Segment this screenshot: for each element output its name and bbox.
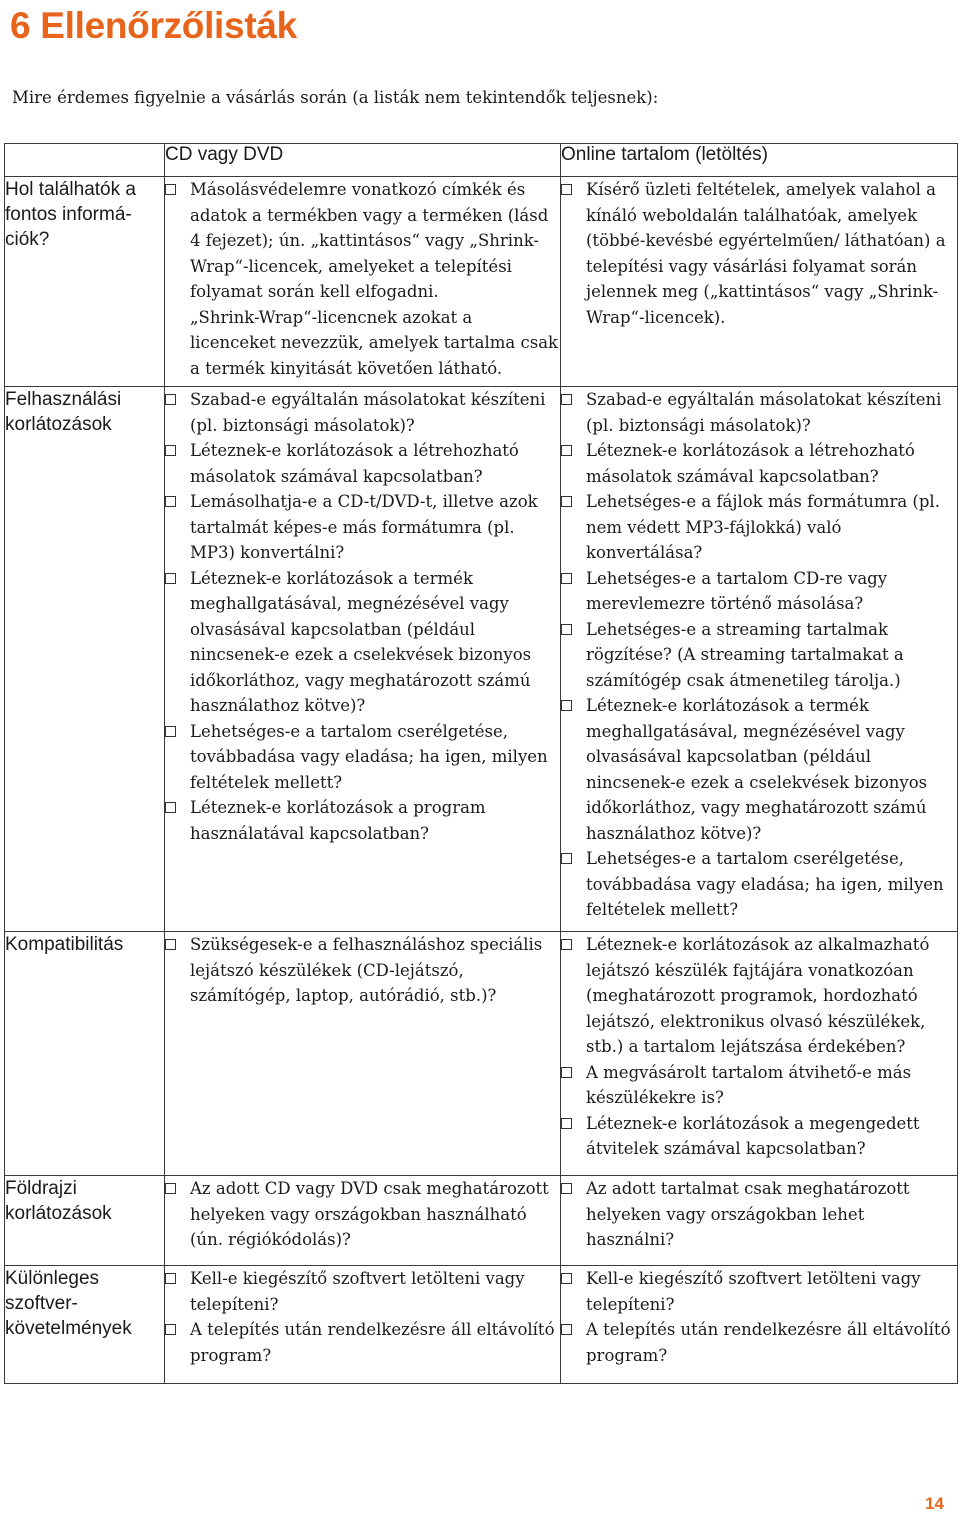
table-row bbox=[5, 387, 958, 932]
checkbox-icon[interactable] bbox=[165, 1273, 176, 1284]
checklist-item-text: A telepítés után rendelkezésre áll eltávolító program? bbox=[586, 1320, 951, 1365]
checklist-item-text: Lehetséges-e a fájlok más formátumra (pl. nem védett MP3-fájlokká) való konvertálása? bbox=[586, 492, 940, 562]
header-cd-dvd: CD vagy DVD bbox=[165, 144, 561, 177]
checkbox-icon[interactable] bbox=[561, 939, 572, 950]
checklist-item bbox=[165, 566, 560, 719]
row-label: Földrajzi korlátozások bbox=[5, 1176, 165, 1266]
checklist-item-text: Kell-e kiegészítő szoftvert letölteni vagy telepíteni? bbox=[190, 1269, 525, 1314]
checklist-item-text: Léteznek-e korlátozások a létrehozható másolatok számával kapcsolatban? bbox=[190, 441, 519, 486]
checkbox-icon[interactable] bbox=[561, 184, 572, 195]
cell-online bbox=[561, 932, 958, 1176]
checklist-item-text: Lehetséges-e a tartalom cserélgetése, továbbadása vagy eladása; ha igen, milyen feltételek mellett? bbox=[586, 849, 944, 919]
checklist-item bbox=[165, 438, 560, 489]
checklist-item bbox=[561, 1266, 957, 1317]
checklist-item bbox=[561, 1176, 957, 1253]
checklist-item-text: Szabad-e egyáltalán másolatokat készíteni (pl. biztonsági másolatok)? bbox=[586, 390, 942, 435]
checkbox-icon[interactable] bbox=[561, 624, 572, 635]
checklist-item-text: Az adott tartalmat csak meghatározott helyeken vagy országokban lehet használni? bbox=[586, 1179, 910, 1249]
checkbox-icon[interactable] bbox=[165, 726, 176, 737]
checkbox-icon[interactable] bbox=[165, 394, 176, 405]
checklist-item-text: Másolásvédelemre vonatkozó címkék és adatok a termékben vagy a terméken (lásd 4 fejezet); ún. „kattintásos“ vagy „Shrink-Wrap“-licencek, amelyeket a telepítési folyamat során kell elfogadni. bbox=[190, 180, 549, 301]
corner-header bbox=[5, 144, 165, 177]
checkbox-icon[interactable] bbox=[561, 1118, 572, 1129]
checkbox-icon[interactable] bbox=[561, 700, 572, 711]
checklist-item bbox=[165, 795, 560, 846]
cell-cd-dvd bbox=[165, 932, 561, 1176]
checklist-item-text: A megvásárolt tartalom átvihető-e más készülékekre is? bbox=[586, 1062, 912, 1107]
checklist-item bbox=[561, 1317, 957, 1368]
table-row bbox=[5, 1266, 958, 1384]
row-label: Felhasználási korlátozások bbox=[5, 387, 165, 932]
table-row bbox=[5, 1176, 958, 1266]
checklist-item-text: Léteznek-e korlátozások a program használatával kapcsolatban? bbox=[190, 798, 486, 843]
checkbox-icon[interactable] bbox=[165, 184, 176, 195]
checklist-item-text: Lehetséges-e a tartalom CD-re vagy merevlemezre történő másolása? bbox=[586, 568, 888, 613]
table-row bbox=[5, 932, 958, 1176]
checkbox-icon[interactable] bbox=[165, 802, 176, 813]
checklist-table bbox=[4, 143, 958, 1384]
page-number: 14 bbox=[925, 1494, 944, 1513]
cell-online bbox=[561, 1266, 958, 1384]
checkbox-icon[interactable] bbox=[165, 496, 176, 507]
checklist-item bbox=[561, 566, 957, 617]
checklist-item bbox=[561, 438, 957, 489]
checklist-item-text: Léteznek-e korlátozások a termék meghallgatásával, megnézésével vagy olvasásával kapcsolatban (például nincsenek-e ezek a cselekvések bizonyos időkorláthoz, vagy meghatározott számú használathoz kötve)? bbox=[586, 696, 928, 843]
cell-cd-dvd bbox=[165, 387, 561, 932]
checklist-item bbox=[165, 1176, 560, 1253]
checklist-item bbox=[561, 693, 957, 846]
checklist-item-text: Lehetséges-e a tartalom cserélgetése, továbbadása vagy eladása; ha igen, milyen feltételek mellett? bbox=[190, 721, 548, 792]
checkbox-icon[interactable] bbox=[165, 1183, 176, 1194]
checkbox-icon[interactable] bbox=[561, 1067, 572, 1078]
checkbox-icon[interactable] bbox=[561, 1273, 572, 1284]
row-label: Kompatibilitás bbox=[5, 932, 165, 1176]
checklist-item-text: Kell-e kiegészítő szoftvert letölteni vagy telepíteni? bbox=[586, 1269, 921, 1314]
checklist-item-text: Lemásolhatja-e a CD-t/DVD-t, illetve azok tartalmát képes-e más formátumra (pl. MP3) konvertálni? bbox=[190, 492, 538, 562]
checklist-item bbox=[561, 932, 957, 1060]
cell-online bbox=[561, 1176, 958, 1266]
checklist-item-text: Kísérő üzleti feltételek, amelyek valahol a kínáló weboldalán találhatóak, amelyek (többé-kevésbé egyértelműen/ láthatóan) a telepítési vagy vásárlási folyamat során jelennek meg („kattintásos“ vagy „Shrink-Wrap“-licencek). bbox=[586, 180, 946, 327]
intro-text: Mire érdemes figyelnie a vásárlás során (a listák nem tekintendők teljesnek): bbox=[12, 88, 659, 107]
cell-cd-dvd bbox=[165, 1266, 561, 1384]
checklist-item bbox=[561, 1111, 957, 1162]
checkbox-icon[interactable] bbox=[561, 573, 572, 584]
checklist-note: „Shrink-Wrap“-licencnek azokat a licenceket nevezzük, amelyek tartalma csak a termék kinyitását követően látható. bbox=[190, 307, 559, 378]
checklist-item bbox=[561, 846, 957, 923]
checklist-item bbox=[561, 387, 957, 438]
checklist-item-text: Léteznek-e korlátozások a létrehozható másolatok számával kapcsolatban? bbox=[586, 441, 915, 486]
checklist-item-text: Léteznek-e korlátozások a termék meghallgatásával, megnézésével vagy olvasásával kapcsolatban (például nincsenek-e ezek a cselekvések bizonyos időkorláthoz, vagy meghatározott számú használathoz kötve)? bbox=[190, 568, 532, 715]
checklist-item bbox=[165, 719, 560, 796]
checkbox-icon[interactable] bbox=[165, 445, 176, 456]
checklist-item-text: Léteznek-e korlátozások a megengedett átvitelek számával kapcsolatban? bbox=[586, 1113, 920, 1158]
checklist-item bbox=[165, 1317, 560, 1368]
checklist-item-text: Lehetséges-e a streaming tartalmak rögzítése? (A streaming tartalmakat a számítógép csak átmenetileg tárolja.) bbox=[586, 619, 904, 690]
checklist-item bbox=[561, 1060, 957, 1111]
checkbox-icon[interactable] bbox=[561, 1324, 572, 1335]
cell-cd-dvd bbox=[165, 1176, 561, 1266]
checkbox-icon[interactable] bbox=[561, 394, 572, 405]
checklist-item bbox=[561, 177, 957, 330]
checklist-item-text: Szükségesek-e a felhasználáshoz speciális lejátszó készülékek (CD-lejátszó, számítógép, laptop, autórádió, stb.)? bbox=[190, 935, 543, 1005]
checkbox-icon[interactable] bbox=[165, 939, 176, 950]
row-label: Különleges szoftver-követelmények bbox=[5, 1266, 165, 1384]
checklist-item bbox=[165, 1266, 560, 1317]
checklist-item bbox=[561, 489, 957, 566]
checklist-item-text: Léteznek-e korlátozások az alkalmazható lejátszó készülék fajtájára vonatkozóan (meghatározott programok, hordozható lejátszó, elektronikus olvasó készülékek, stb.) a tartalom lejátszása érdekében? bbox=[586, 935, 930, 1056]
checkbox-icon[interactable] bbox=[165, 1324, 176, 1335]
checklist-item bbox=[561, 617, 957, 694]
checkbox-icon[interactable] bbox=[561, 1183, 572, 1194]
checklist-item bbox=[165, 387, 560, 438]
header-online: Online tartalom (letöltés) bbox=[561, 144, 958, 177]
checklist-item-text: Az adott CD vagy DVD csak meghatározott helyeken vagy országokban használható (ún. régiókódolás)? bbox=[190, 1179, 549, 1249]
checklist-item bbox=[165, 177, 560, 305]
checkbox-icon[interactable] bbox=[561, 853, 572, 864]
checklist-item bbox=[165, 932, 560, 1009]
checkbox-icon[interactable] bbox=[561, 496, 572, 507]
cell-online bbox=[561, 177, 958, 387]
checklist-item-text: A telepítés után rendelkezésre áll eltávolító program? bbox=[190, 1320, 555, 1365]
cell-online bbox=[561, 387, 958, 932]
checklist-item-text: Szabad-e egyáltalán másolatokat készíteni (pl. biztonsági másolatok)? bbox=[190, 390, 546, 435]
cell-cd-dvd bbox=[165, 177, 561, 387]
row-label: Hol találhatók a fontos informá-ciók? bbox=[5, 177, 165, 387]
page-title: 6 Ellenőrzőlisták bbox=[10, 5, 297, 46]
checkbox-icon[interactable] bbox=[165, 573, 176, 584]
table-row bbox=[5, 177, 958, 387]
table-header-row bbox=[5, 144, 958, 177]
checkbox-icon[interactable] bbox=[561, 445, 572, 456]
checklist-item bbox=[165, 489, 560, 566]
